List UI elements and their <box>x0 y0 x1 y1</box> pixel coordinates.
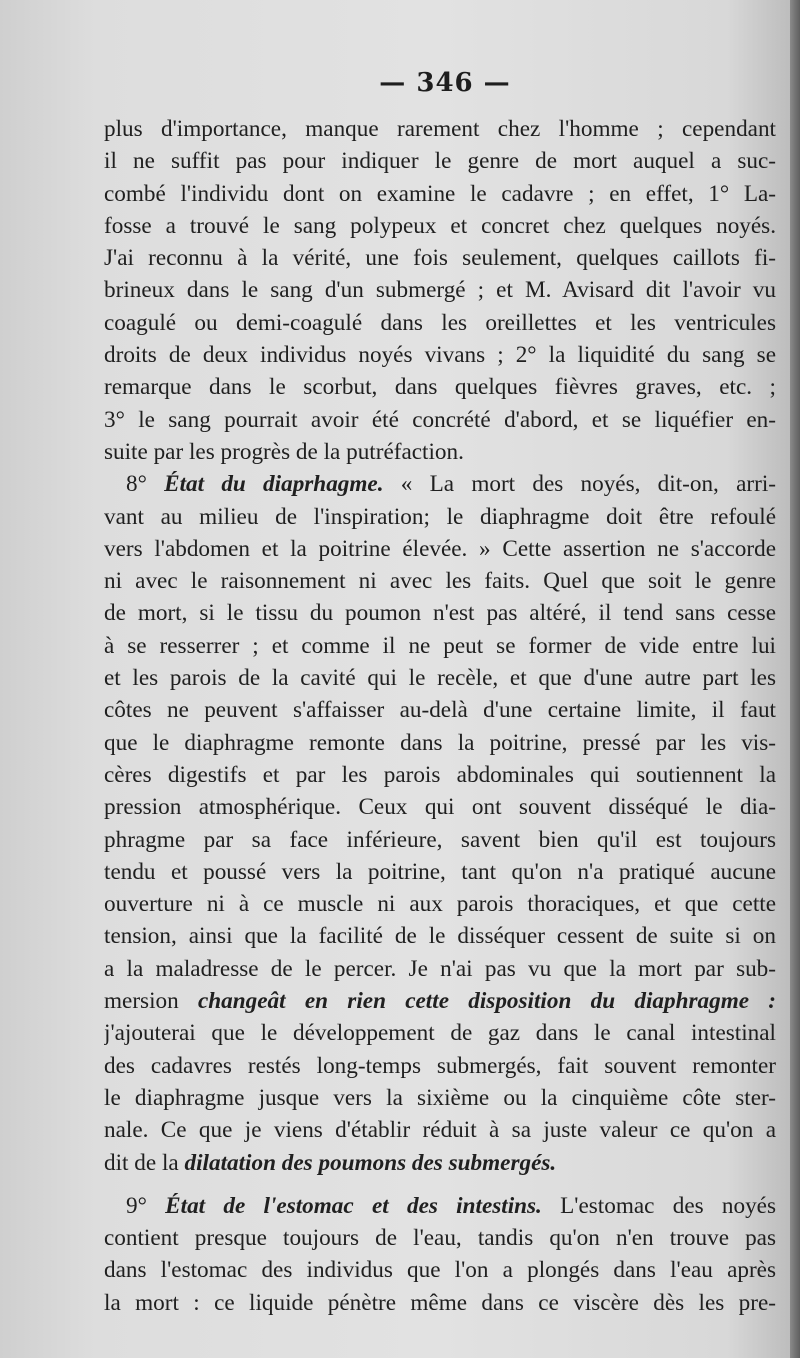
text-line: dans l'estomac des individus que l'on a plongés dans l'eau après <box>104 1257 776 1284</box>
line-prefix: 9° <box>126 1192 166 1219</box>
text-line: j'ajouterai que le développement de gaz dans le canal intestinal <box>104 1020 776 1047</box>
text-line: à se resserrer ; et comme il ne peut se former de vide entre lui <box>104 632 776 659</box>
line-suffix: L'estomac des noyés <box>541 1192 776 1219</box>
page-number: — 346 — <box>379 68 511 98</box>
text-line: la mort : ce liquide pénètre même dans ce viscère dès les pre- <box>104 1289 776 1316</box>
paragraph-8-diaphragme <box>104 468 776 1179</box>
text-line: phragme par sa face inférieure, savent bien qu'il est toujours <box>104 826 776 853</box>
text-line: vant au milieu de l'inspiration; le diaphragme doit être refoulé <box>104 503 776 530</box>
line-prefix: mersion <box>104 988 198 1015</box>
line-prefix: 8° <box>126 471 165 498</box>
text-line: il ne suffit pas pour indiquer le genre de mort auquel a suc- <box>104 148 776 175</box>
text-line: brineux dans le sang d'un submergé ; et M. Avisard dit l'avoir vu <box>104 277 776 304</box>
text-line: nale. Ce que je viens d'établir réduit à sa juste valeur ce qu'on a <box>104 1117 776 1144</box>
section-heading-line <box>104 1190 776 1222</box>
text-line: vers l'abdomen et la poitrine élevée. » Cette assertion ne s'accorde <box>104 535 776 562</box>
text-line: de mort, si le tissu du poumon n'est pas altéré, il tend sans cesse <box>104 600 776 627</box>
paragraph-9-estomac <box>104 1190 776 1319</box>
text-line: cères digestifs et par les parois abdominales qui soutiennent la <box>104 761 776 788</box>
text-line: ouverture ni à ce muscle ni aux parois thoraciques, et que cette <box>104 891 776 918</box>
text-line: et les parois de la cavité qui le recèle, et que d'une autre part les <box>104 665 776 692</box>
text-line: a la maladresse de le percer. Je n'ai pas vu que la mort par sub- <box>104 955 776 982</box>
text-line: remarque dans le scorbut, dans quelques fièvres graves, etc. ; <box>104 374 776 401</box>
text-line: J'ai reconnu à la vérité, une fois seulement, quelques caillots fi- <box>104 245 776 272</box>
text-line: droits de deux individus noyés vivans ; 2° la liquidité du sang se <box>104 342 776 369</box>
section-heading-line <box>104 468 776 500</box>
text-line: coagulé ou demi-coagulé dans les oreillettes et les ventricules <box>104 309 776 336</box>
emphasis-line <box>104 985 776 1017</box>
line-suffix: « La mort des noyés, dit-on, arri- <box>383 471 776 498</box>
page-edge-shadow <box>790 0 800 1358</box>
text-line: plus d'importance, manque rarement chez l'homme ; cependant <box>104 116 776 142</box>
text-line: 3° le sang pourrait avoir été concrété d'abord, et se liquéfier en- <box>104 406 776 433</box>
emphasis-line <box>104 1147 776 1179</box>
text-line: tension, ainsi que la facilité de le disséquer cessent de suite si on <box>104 923 776 950</box>
line-prefix: dit de la <box>104 1149 185 1176</box>
text-line: que le diaphragme remonte dans la poitrine, pressé par les vis- <box>104 729 776 756</box>
text-line: des cadavres restés long-temps submergés, fait souvent remonter <box>104 1052 776 1079</box>
text-line: le diaphragme jusque vers la sixième ou la cinquième côte ster- <box>104 1084 776 1111</box>
italic-phrase: dilatation des poumons des submergés. <box>184 1149 557 1176</box>
text-line: combé l'individu dont on examine le cadavre ; en effet, 1° La- <box>104 180 776 207</box>
text-line: fosse a trouvé le sang polypeux et concret chez quelques noyés. <box>104 212 776 239</box>
text-line: tendu et poussé vers la poitrine, tant qu'on n'a pratiqué aucune <box>104 858 776 885</box>
page-body <box>104 113 776 1319</box>
italic-phrase: changeât en rien cette disposition du diaphragme : <box>197 988 776 1015</box>
text-line: suite par les progrès de la putréfaction. <box>104 438 464 465</box>
text-line: ni avec le raisonnement ni avec les faits. Quel que soit le genre <box>104 568 776 595</box>
paragraph-1 <box>104 113 776 468</box>
section-heading: État de l'estomac et des intestins. <box>165 1192 542 1219</box>
text-line: contient presque toujours de l'eau, tandis qu'on n'en trouve pas <box>104 1225 776 1252</box>
section-heading: État du diaprhagme. <box>164 471 384 498</box>
text-line: côtes ne peuvent s'affaisser au-delà d'une certaine limite, il faut <box>104 697 776 724</box>
text-line: pression atmosphérique. Ceux qui ont souvent disséqué le dia- <box>104 794 776 821</box>
